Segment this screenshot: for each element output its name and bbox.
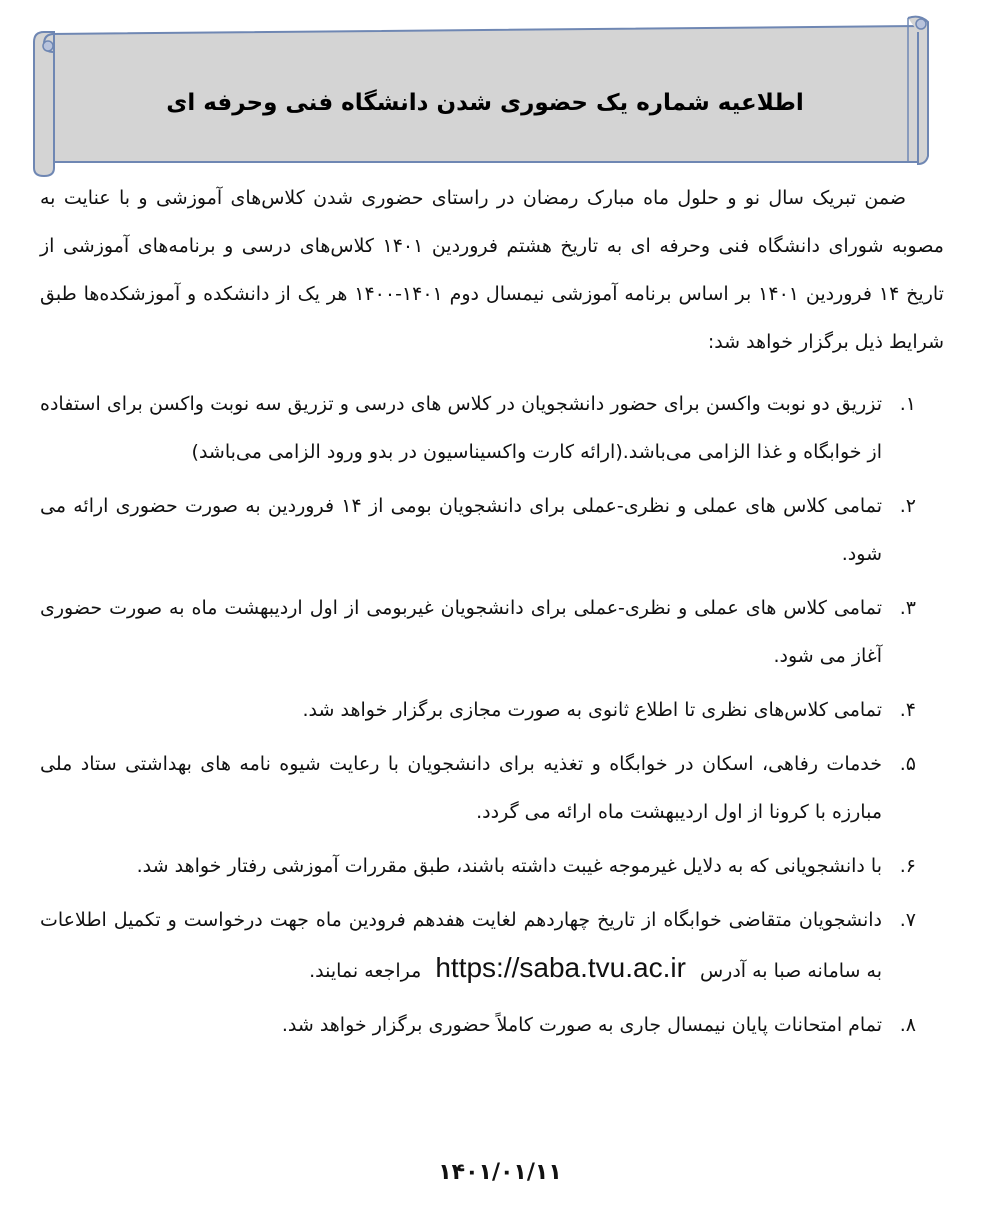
- list-item: [40, 584, 944, 680]
- list-item-text-end: مراجعه نمایند.: [309, 960, 422, 982]
- list-item-text: با دانشجویانی که به دلایل غیرموجه غیبت داشته باشند، طبق مقررات آموزشی رفتار خواهد شد.: [136, 855, 882, 877]
- list-item-number: ۷.: [899, 909, 916, 931]
- announcement-title: اطلاعیه شماره یک حضوری شدن دانشگاه فنی وحرفه ای: [166, 90, 804, 116]
- list-item: [40, 740, 944, 836]
- intro-paragraph: ضمن تبریک سال نو و حلول ماه مبارک رمضان در راستای حضوری شدن کلاس‌های آموزشی و با عنایت به مصوبه شورای دانشگاه فنی وحرفه ای به تاریخ هشتم فروردین ۱۴۰۱ کلاس‌های درسی و برنامه‌های آموزشی از تاریخ ۱۴ فروردین ۱۴۰۱ بر اساس برنامه آموزشی نیمسال دوم ۱۴۰۱-۱۴۰۰ هر یک از دانشکده و آموزشکده‌ها طبق شرایط ذیل برگزار خواهد شد:: [40, 187, 944, 353]
- list-item-number: ۳.: [899, 597, 916, 619]
- list-item-number: ۲.: [899, 495, 916, 517]
- list-item-text: تمامی کلاس های عملی و نظری-عملی برای دانشجویان غیربومی از اول اردیبهشت ماه به صورت حضوری آغاز می شود.: [40, 597, 882, 667]
- title-banner: [30, 12, 936, 182]
- list-item-number: ۴.: [899, 699, 916, 721]
- list-item-number: ۵.: [899, 753, 916, 775]
- list-item-number: ۶.: [899, 855, 916, 877]
- list-item-number: ۱.: [899, 393, 916, 415]
- announcement-date: ۱۴۰۱/۰۱/۱۱: [438, 1160, 562, 1185]
- list-item: [40, 482, 944, 578]
- list-item: [40, 1001, 944, 1049]
- list-item-text: دانشجویان متقاضی خوابگاه از تاریخ چهاردهم لغایت هفدهم فرودین ماه جهت درخواست و تکمیل اطلاعات به سامانه صبا به آدرس: [40, 909, 882, 982]
- list-item-text: تزریق دو نوبت واکسن برای حضور دانشجویان در کلاس های درسی و تزریق سه نوبت واکسن برای استفاده از خوابگاه و غذا الزامی می‌باشد.(ارائه کارت واکسیناسیون در بدو ورود الزامی می‌باشد): [40, 393, 882, 463]
- list-item-text: تمامی کلاس های عملی و نظری-عملی برای دانشجویان بومی از ۱۴ فروردین به صورت حضوری ارائه می شود.: [40, 495, 882, 565]
- list-item-text: تمامی کلاس‌های نظری تا اطلاع ثانوی به صورت مجازی برگزار خواهد شد.: [302, 699, 882, 721]
- conditions-list: [40, 380, 944, 1055]
- list-item: [40, 896, 944, 995]
- saba-portal-link[interactable]: https://saba.tvu.ac.ir: [435, 952, 686, 983]
- list-item-number: ۸.: [899, 1014, 916, 1036]
- list-item: [40, 842, 944, 890]
- list-item: [40, 380, 944, 476]
- list-item-text: تمام امتحانات پایان نیمسال جاری به صورت کاملاً حضوری برگزار خواهد شد.: [281, 1014, 882, 1036]
- list-item: [40, 686, 944, 734]
- list-item-text: خدمات رفاهی، اسکان در خوابگاه و تغذیه برای دانشجویان با رعایت شیوه نامه های بهداشتی ستاد ملی مبارزه با کرونا از اول اردیبهشت ماه ارائه می گردد.: [40, 753, 882, 823]
